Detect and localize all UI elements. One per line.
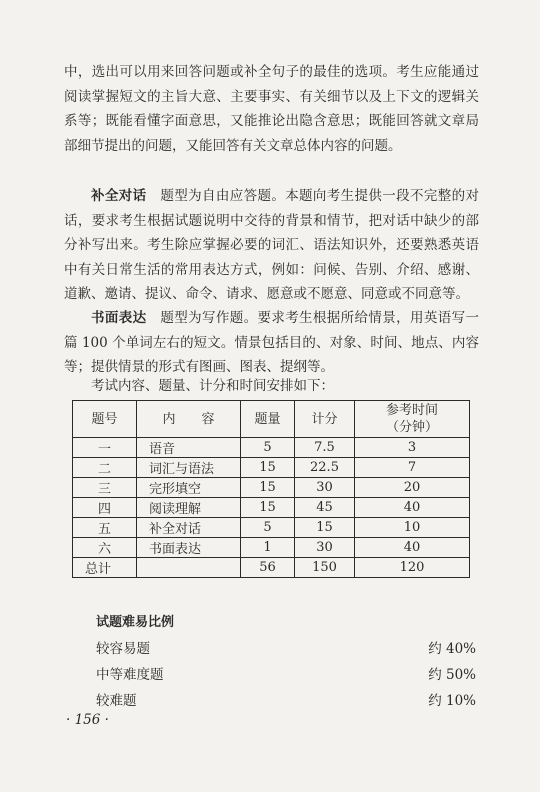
paragraph-text: 考试内容、题量、计分和时间安排如下： bbox=[91, 378, 334, 394]
table-row bbox=[73, 498, 470, 518]
table-row bbox=[73, 458, 470, 478]
header-score: 计分 bbox=[295, 401, 355, 438]
cell-no: 四 bbox=[73, 498, 137, 518]
cell-score: 7.5 bbox=[295, 438, 355, 458]
header-content: 内 容 bbox=[137, 401, 241, 438]
cell-count: 1 bbox=[241, 538, 295, 558]
cell-count: 5 bbox=[241, 438, 295, 458]
difficulty-value: 约 10% bbox=[428, 693, 476, 709]
cell-score: 30 bbox=[295, 478, 355, 498]
cell-score: 22.5 bbox=[295, 458, 355, 478]
cell-count: 56 bbox=[241, 558, 295, 578]
paragraph-dialogue bbox=[64, 184, 479, 307]
table-row bbox=[73, 518, 470, 538]
paragraph-text: 题型为自由应答题。本题向考生提供一段不完整的对话，要求考生根据试题说明中交待的背景和情节，把对话中缺少的部分补写出来。考生除应掌握必要的词汇、语法知识外，还要熟悉英语中有关日常生活的常用表达方式，例如：问候、告别、介绍、感谢、道歉、邀请、提议、命令、请求、愿意或不愿意、同意或不同意等。 bbox=[64, 188, 480, 302]
cell-time: 3 bbox=[355, 438, 470, 458]
difficulty-item bbox=[96, 636, 476, 662]
cell-no: 总计 bbox=[73, 558, 137, 578]
page-number: · 156 · bbox=[66, 712, 109, 728]
header-no: 题号 bbox=[73, 401, 137, 438]
cell-count: 15 bbox=[241, 478, 295, 498]
cell-no: 一 bbox=[73, 438, 137, 458]
section-term: 书面表达 bbox=[91, 310, 147, 326]
difficulty-title: 试题难易比例 bbox=[96, 615, 175, 630]
difficulty-section bbox=[96, 610, 476, 714]
difficulty-item bbox=[96, 662, 476, 688]
cell-score: 150 bbox=[295, 558, 355, 578]
difficulty-label: 中等难度题 bbox=[96, 667, 164, 683]
cell-no: 六 bbox=[73, 538, 137, 558]
table-row bbox=[73, 478, 470, 498]
exam-schedule-table bbox=[72, 400, 470, 578]
paragraph-text: 中，选出可以用来回答问题或补全句子的最佳的选项。考生应能通过阅读掌握短文的主旨大意、主要事实、有关细节以及上下文的逻辑关系等；既能看懂字面意思，又能推论出隐含意思；既能回答就文章局部细节提出的问题，又能回答有关文章总体内容的问题。 bbox=[64, 64, 479, 154]
cell-time: 40 bbox=[355, 538, 470, 558]
cell-content: 完形填空 bbox=[137, 478, 241, 498]
cell-content: 书面表达 bbox=[137, 538, 241, 558]
difficulty-label: 较难题 bbox=[96, 693, 137, 709]
cell-content bbox=[137, 558, 241, 578]
header-count: 题量 bbox=[241, 401, 295, 438]
cell-time: 40 bbox=[355, 498, 470, 518]
cell-content: 词汇与语法 bbox=[137, 458, 241, 478]
cell-content: 语音 bbox=[137, 438, 241, 458]
cell-count: 5 bbox=[241, 518, 295, 538]
header-time: 参考时间 （分钟） bbox=[355, 401, 470, 438]
cell-time: 120 bbox=[355, 558, 470, 578]
difficulty-value: 约 50% bbox=[428, 667, 476, 683]
paragraph-writing bbox=[64, 306, 479, 380]
difficulty-value: 约 40% bbox=[428, 641, 476, 657]
cell-no: 二 bbox=[73, 458, 137, 478]
difficulty-item bbox=[96, 688, 476, 714]
cell-count: 15 bbox=[241, 498, 295, 518]
cell-content: 补全对话 bbox=[137, 518, 241, 538]
cell-score: 15 bbox=[295, 518, 355, 538]
paragraph-table-intro bbox=[64, 374, 479, 399]
cell-score: 45 bbox=[295, 498, 355, 518]
paragraph-text: 题型为写作题。要求考生根据所给情景，用英语写一篇 100 个单词左右的短文。情景包括目的、对象、时间、地点、内容等；提供情景的形式有图画、图表、提纲等。 bbox=[64, 310, 480, 375]
table-header-row bbox=[73, 401, 470, 438]
section-term: 补全对话 bbox=[91, 188, 147, 204]
cell-no: 五 bbox=[73, 518, 137, 538]
cell-time: 20 bbox=[355, 478, 470, 498]
paragraph-reading bbox=[64, 60, 479, 158]
cell-content: 阅读理解 bbox=[137, 498, 241, 518]
table-row bbox=[73, 538, 470, 558]
cell-count: 15 bbox=[241, 458, 295, 478]
cell-time: 7 bbox=[355, 458, 470, 478]
table-total-row bbox=[73, 558, 470, 578]
cell-time: 10 bbox=[355, 518, 470, 538]
difficulty-label: 较容易题 bbox=[96, 641, 150, 657]
cell-no: 三 bbox=[73, 478, 137, 498]
cell-score: 30 bbox=[295, 538, 355, 558]
table-row bbox=[73, 438, 470, 458]
